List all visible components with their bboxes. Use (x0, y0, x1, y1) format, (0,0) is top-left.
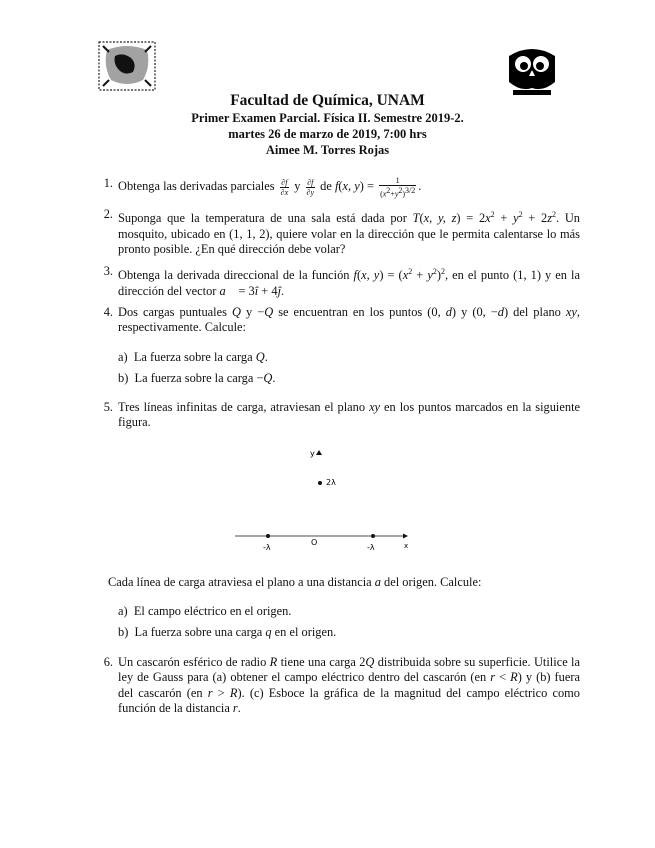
unam-seal-icon (97, 40, 157, 92)
question-number: 1. (103, 176, 113, 190)
question-text: Tres líneas infinitas de carga, atraviesan el plano xy en los puntos marcados en la siguiente figura. (118, 400, 581, 430)
school-title: Facultad de Química, UNAM (230, 92, 425, 109)
part-text: La fuerza sobre la carga Q. (133, 350, 268, 364)
y-axis-arrow-icon (316, 450, 322, 455)
question-text: Dos cargas puntuales Q y −Q se encuentran en los puntos (0, d) y (0, −d) del plano xy, respectivamente. Calcule: (118, 305, 580, 335)
question-number: 3. (103, 264, 113, 278)
question-5-followup: Cada línea de carga atraviesa el plano a una distancia a del origen. Calcule: (108, 575, 482, 589)
question-text: Obtenga la derivada direccional de la función f(x, $y) = (x^2 + y^2)^2$, en el punto (1, 1) y en la dirección del vector a⃗ = 3î + 4ĵ. (118, 267, 580, 298)
header (0, 92, 655, 158)
question-1 (103, 176, 580, 199)
x-axis-arrow-icon (403, 534, 408, 539)
question-3 (103, 264, 580, 299)
left-charge-point (266, 534, 270, 538)
question-number: 2. (103, 207, 113, 221)
top-charge-label: 2λ (326, 478, 336, 487)
question-text: Un cascarón esférico de radio R tiene una carga 2Q distribuida sobre su superficie. Utilice la ley de Gauss para (a) obtener el campo eléctrico dentro del cascarón (en r < R) y (b) fuera del cascarón (en r > R). (c) Esboce la gráfica de la magnitud del campo eléctrico como función de la distancia r. (118, 655, 580, 716)
question-4-part-b (118, 371, 275, 386)
question-5-part-a (118, 604, 291, 619)
exam-date: martes 26 de marzo de 2019, 7:00 hrs (228, 127, 427, 141)
y-axis-label: y (310, 449, 315, 458)
question-4-part-a (118, 350, 268, 365)
part-text: La fuerza sobre una carga q en el origen. (134, 625, 337, 639)
left-charge-label: -λ (263, 543, 271, 552)
author: Aimee M. Torres Rojas (265, 143, 390, 157)
origin-label: O (311, 538, 318, 547)
part-label: a) (118, 604, 128, 618)
question-6 (103, 655, 580, 717)
charge-figure (230, 444, 420, 556)
exam-title: Primer Examen Parcial. Física II. Semestre 2019-2. (191, 111, 464, 125)
question-2 (103, 207, 581, 257)
question-number: 6. (103, 655, 113, 669)
top-charge-point (318, 481, 322, 485)
part-text: La fuerza sobre la carga −Q. (134, 371, 276, 385)
question-5 (103, 400, 581, 431)
part-text: El campo eléctrico en el origen. (133, 604, 292, 618)
question-4 (103, 305, 580, 336)
part-label: a) (118, 350, 128, 364)
question-number: 4. (103, 305, 113, 319)
question-text: Obtenga las derivadas parciales $\frac{\partial f}{\partial x}$ y $\frac{\partial f}{\partial y}$ de f(x, y) = $\frac{1}{(x^2+y^2)^{3/2}}$ . (118, 176, 422, 199)
unam-seal-logo (97, 40, 157, 92)
right-charge-label: -λ (367, 543, 375, 552)
question-text: Suponga que la temperatura de una sala está dada por T(x, y, $z) = 2x^2 + y^2 + 2z^2$. Un mosquito, ubicado en (1, 1, 2), quiere volar en la dirección que le permita calentarse lo más pronto posible. ¿En qué dirección debe volar? (118, 210, 581, 256)
question-number: 5. (103, 400, 113, 414)
x-axis-label: x (404, 542, 409, 550)
part-label: b) (118, 371, 129, 385)
question-5-part-b (118, 625, 336, 640)
right-charge-point (371, 534, 375, 538)
part-label: b) (118, 625, 129, 639)
